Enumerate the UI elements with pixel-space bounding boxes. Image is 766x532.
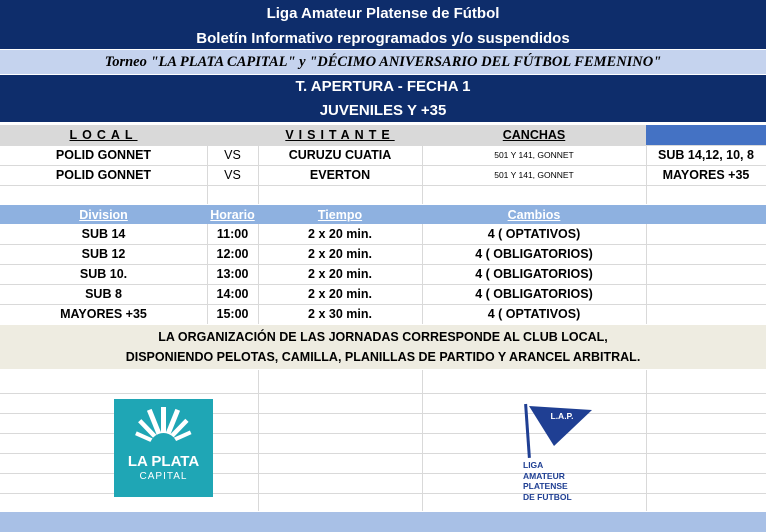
schedule-tiempo: 2 x 30 min.	[308, 307, 372, 321]
header-cambios: Cambios	[507, 207, 561, 222]
schedule-cambios: 4 ( OPTATIVOS)	[487, 227, 581, 241]
la-plata-logo-line1: LA PLATA	[127, 453, 200, 470]
gridline	[0, 284, 766, 285]
category-title	[0, 98, 766, 122]
schedule-horario: 12:00	[216, 247, 249, 261]
schedule-tiempo: 2 x 20 min.	[308, 227, 372, 241]
schedule-division: MAYORES +35	[60, 307, 147, 321]
gridline	[422, 370, 423, 511]
league-title	[0, 0, 766, 27]
category-title-text: JUVENILES Y +35	[319, 101, 447, 119]
schedule-tiempo: 2 x 20 min.	[308, 247, 372, 261]
gridline	[0, 165, 766, 166]
fixture-cancha: 501 Y 141, GONNET	[494, 170, 574, 180]
header-visitante: VISITANTE	[285, 128, 395, 142]
fixture-categorias: SUB 14,12, 10, 8	[658, 148, 754, 162]
fixture-vs: VS	[224, 168, 241, 182]
phase-title	[0, 75, 766, 98]
gridline	[258, 370, 259, 511]
schedule-division: SUB 14	[81, 227, 126, 241]
sun-rays-icon	[114, 401, 213, 455]
gridline	[0, 304, 766, 305]
schedule-horario: 13:00	[216, 267, 249, 281]
lap-logo-line1: LIGA	[523, 460, 544, 470]
schedule-cambios: 4 ( OPTATIVOS)	[487, 307, 581, 321]
schedule-horario: 11:00	[216, 227, 249, 241]
schedule-cambios: 4 ( OBLIGATORIOS)	[475, 267, 593, 281]
schedule-division: SUB 8	[85, 287, 122, 301]
schedule-horario: 14:00	[216, 287, 249, 301]
fixtures-header-accent	[646, 125, 766, 145]
fixture-visitante: EVERTON	[309, 168, 371, 182]
gridline	[207, 145, 208, 204]
league-title-text: Liga Amateur Platense de Fútbol	[266, 5, 500, 22]
phase-title-text: T. APERTURA - FECHA 1	[295, 78, 471, 95]
lap-logo-line4: DE FUTBOL	[523, 491, 572, 502]
la-plata-capital-logo	[114, 399, 213, 497]
gridline	[0, 185, 766, 186]
gridline	[646, 370, 647, 511]
schedule-horario: 15:00	[216, 307, 249, 321]
lap-flag-text: L.A.P.	[550, 411, 574, 421]
header-local: LOCAL	[69, 128, 138, 142]
lap-flag-icon	[520, 400, 600, 460]
schedule-tiempo: 2 x 20 min.	[308, 267, 372, 281]
lap-logo-line2: AMATEUR	[523, 470, 565, 481]
gridline	[646, 224, 647, 324]
gridline	[0, 145, 766, 146]
header-canchas: CANCHAS	[502, 128, 566, 142]
header-division: Division	[79, 207, 128, 222]
schedule-tiempo: 2 x 20 min.	[308, 287, 372, 301]
bulletin-subtitle	[0, 27, 766, 49]
fixture-cancha: 501 Y 141, GONNET	[494, 150, 574, 160]
lap-logo	[520, 400, 600, 506]
gridline	[422, 145, 423, 204]
la-plata-logo-line2: CAPITAL	[139, 471, 188, 482]
fixture-local: POLID GONNET	[55, 148, 152, 162]
lap-logo-text	[523, 460, 572, 502]
header-horario: Horario	[210, 207, 255, 222]
notice-line1: LA ORGANIZACIÓN DE LAS JORNADAS CORRESPONDE AL CLUB LOCAL,	[158, 330, 608, 344]
tournament-title-text: Torneo "LA PLATA CAPITAL" y "DÉCIMO ANIVERSARIO DEL FÚTBOL FEMENINO"	[104, 53, 662, 70]
schedule-cambios: 4 ( OBLIGATORIOS)	[475, 247, 593, 261]
gridline	[0, 244, 766, 245]
bulletin-subtitle-text: Boletín Informativo reprogramados y/o suspendidos	[196, 29, 570, 47]
header-tiempo: Tiempo	[317, 207, 363, 222]
gridline	[0, 264, 766, 265]
gridline	[0, 393, 766, 394]
tournament-title	[0, 50, 766, 74]
fixture-visitante: CURUZU CUATIA	[288, 148, 392, 162]
gridline	[258, 224, 259, 324]
footer-bar	[0, 512, 766, 532]
gridline	[646, 145, 647, 204]
fixture-vs: VS	[224, 148, 241, 162]
gridline	[422, 224, 423, 324]
gridline	[258, 145, 259, 204]
schedule-division: SUB 10.	[79, 267, 128, 281]
schedule-division: SUB 12	[81, 247, 126, 261]
fixture-local: POLID GONNET	[55, 168, 152, 182]
notice-line2: DISPONIENDO PELOTAS, CAMILLA, PLANILLAS DE PARTIDO Y ARANCEL ARBITRAL.	[125, 350, 641, 364]
fixture-categorias: MAYORES +35	[662, 168, 750, 182]
schedule-cambios: 4 ( OBLIGATORIOS)	[475, 287, 593, 301]
gridline	[207, 224, 208, 324]
lap-logo-line3: PLATENSE	[523, 481, 568, 491]
